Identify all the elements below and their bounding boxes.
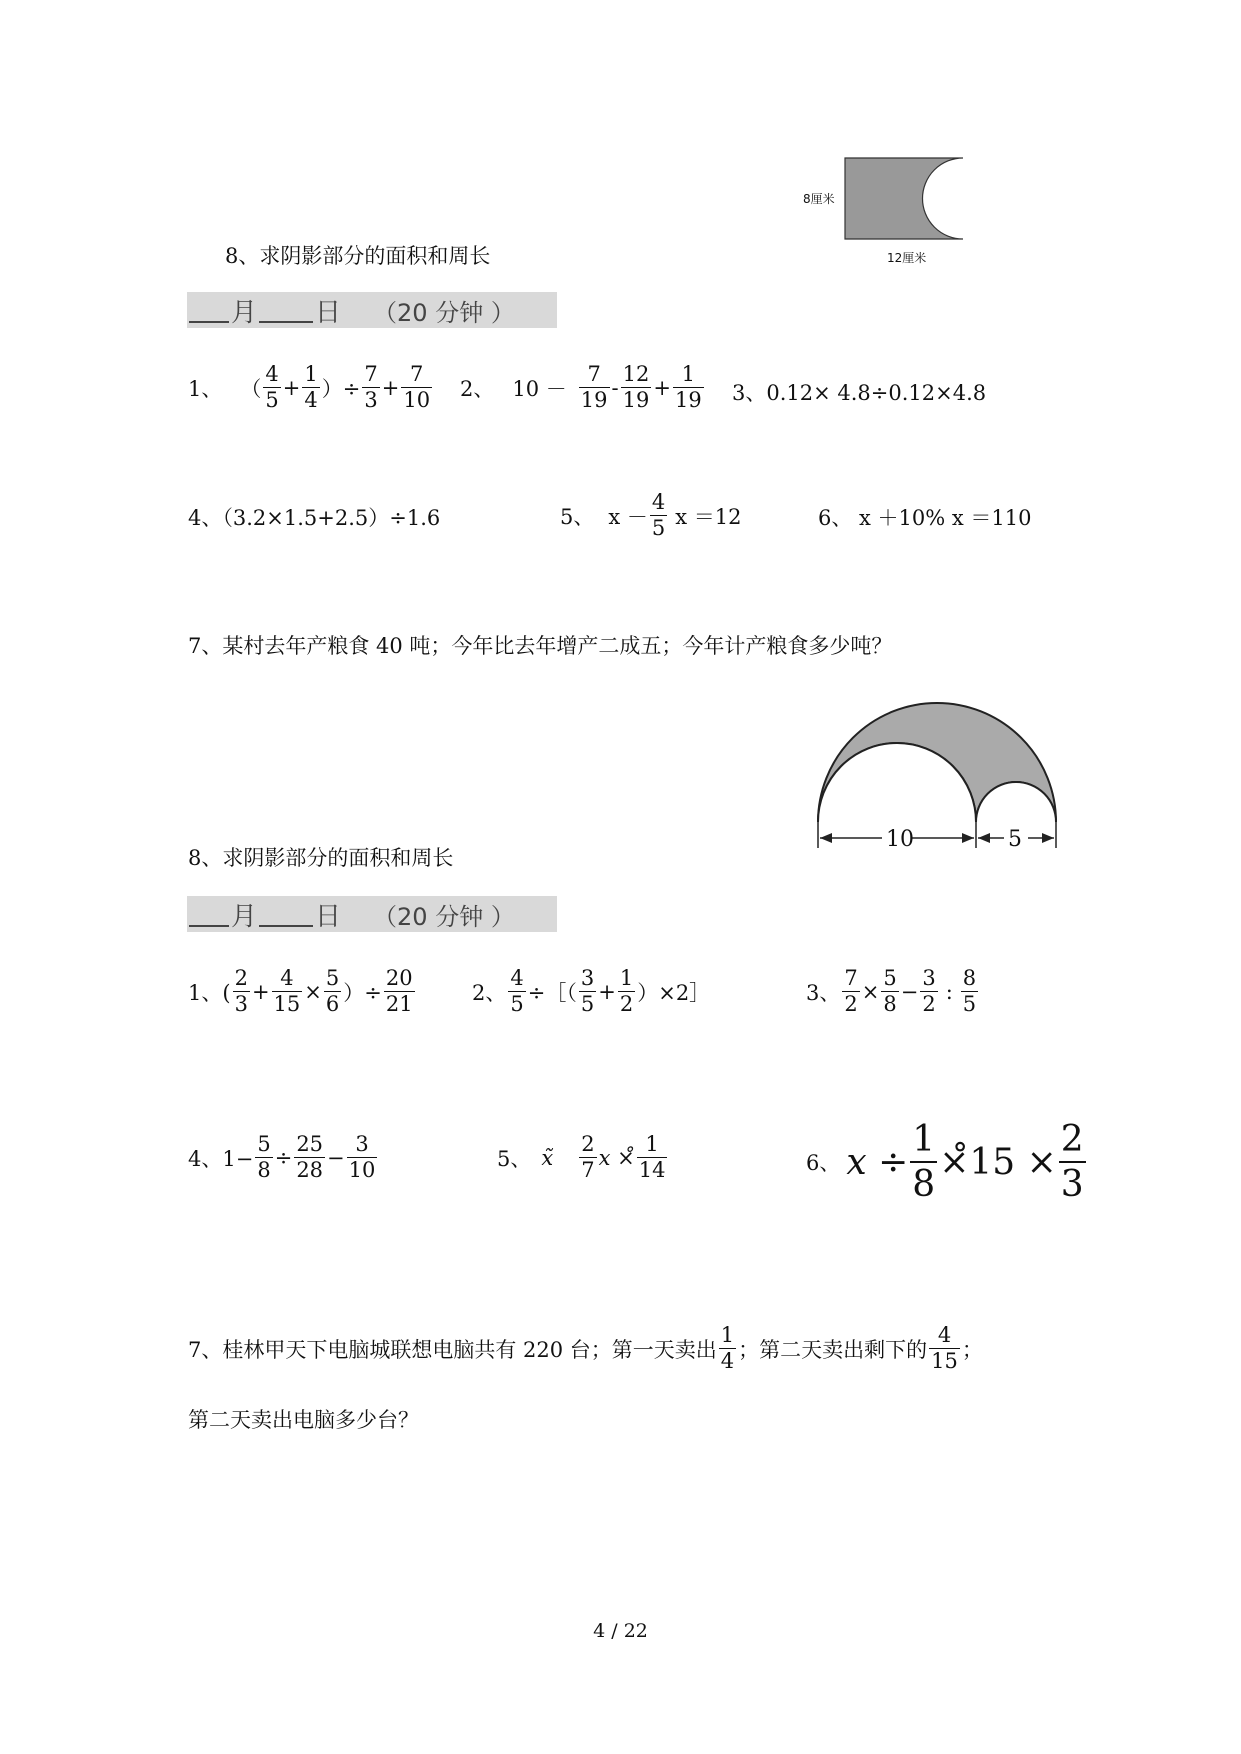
fraction: $\frac{1}{4}$: [720, 1323, 735, 1374]
day-label: 日: [315, 297, 342, 328]
term: 10 －: [512, 376, 567, 401]
day-blank: [259, 901, 313, 927]
duration-label: （20 分钟 ）: [373, 902, 515, 931]
fraction: $\frac{4}{5}$: [510, 966, 524, 1017]
problem-2: [460, 362, 706, 413]
fraction: $\frac{4}{5}$: [265, 362, 279, 413]
term: x －: [608, 504, 648, 529]
problem-index: 1、(: [188, 980, 231, 1005]
fraction: $\frac{2}{7}$: [581, 1132, 595, 1183]
fraction: $\frac{1}{4}$: [304, 362, 318, 413]
month-blank: [189, 901, 229, 927]
question-text: 7、桂林甲天下电脑城联想电脑共有 220 台；第一天卖出: [188, 1337, 717, 1362]
question-2-7-line1: [188, 1323, 983, 1374]
fraction: $\frac{2}{3}$: [1060, 1119, 1084, 1206]
fraction: $\frac{1}{14}$: [638, 1132, 666, 1183]
page-number: 4 / 22: [593, 1620, 648, 1642]
fraction: $\frac{7}{2}$: [844, 966, 858, 1017]
problem-2-6: [806, 1118, 1088, 1206]
dimension-label-5: 5: [1008, 827, 1022, 850]
fraction: $\frac{5}{6}$: [325, 966, 340, 1017]
fraction: $\frac{5}{8}$: [257, 1132, 271, 1183]
fraction: $\frac{1}{19}$: [674, 362, 702, 413]
problem-4: 4、（3.2×1.5+2.5）÷1.6: [188, 506, 441, 530]
problem-index: 2、: [472, 980, 507, 1005]
fraction: $\frac{12}{19}$: [622, 362, 650, 413]
operator: ×: [861, 979, 880, 1004]
fraction: $\frac{4}{5}$: [651, 490, 666, 541]
operator: x ×̊: [598, 1145, 635, 1170]
problem-index: 2、: [460, 376, 495, 401]
problem-2-1: [188, 966, 417, 1017]
problem-1: [188, 362, 434, 413]
question-text: ；第二天卖出剩下的: [738, 1337, 928, 1362]
fraction: $\frac{4}{15}$: [273, 966, 301, 1017]
fraction: $\frac{8}{5}$: [962, 966, 977, 1017]
fraction: $\frac{2}{3}$: [234, 966, 248, 1017]
problem-2-2: [472, 966, 710, 1017]
problem-index: 3、: [806, 980, 841, 1005]
question-text: ；: [961, 1337, 983, 1362]
operator: +: [282, 375, 301, 400]
operator: +: [598, 979, 616, 1004]
problem-2-3: [806, 966, 980, 1017]
fraction: $\frac{5}{8}$: [883, 966, 897, 1017]
date-header: [187, 292, 557, 328]
problem-index: 5、: [497, 1146, 532, 1171]
duration-label: （20 分钟 ）: [373, 298, 515, 327]
problem-6: 6、 x ＋10% x ＝110: [818, 506, 1032, 530]
fraction: $\frac{7}{19}$: [580, 362, 608, 413]
fraction: $\frac{3}{5}$: [580, 966, 595, 1017]
problem-index: 1、: [188, 376, 223, 401]
date-header-2: [187, 896, 557, 932]
variable: x̃: [541, 1145, 554, 1170]
fraction: $\frac{3}{10}$: [348, 1132, 376, 1183]
operator: ÷［（: [527, 980, 577, 1005]
term: x ＝12: [675, 504, 742, 529]
operator: −: [900, 979, 919, 1004]
figure-width-label: 12厘米: [887, 251, 927, 265]
problem-index: 5、: [560, 504, 595, 529]
fraction: $\frac{7}{3}$: [364, 362, 378, 413]
operator: ×̊15 ×: [939, 1141, 1057, 1183]
dimension-label-10: 10: [886, 827, 914, 850]
figure-height-label: 8厘米: [803, 192, 835, 206]
operator: -: [611, 375, 619, 400]
operator: +: [653, 375, 671, 400]
month-label: 月: [231, 297, 258, 328]
fraction: $\frac{7}{10}$: [403, 362, 431, 413]
month-label: 月: [231, 901, 258, 932]
question-8-label-2: 8、求阴影部分的面积和周长: [188, 846, 454, 870]
fraction: $\frac{4}{15}$: [931, 1323, 958, 1374]
operator: ）÷: [321, 376, 361, 401]
operator: −: [327, 1145, 345, 1170]
operator: ）×2］: [637, 980, 711, 1005]
paren: （: [240, 376, 262, 401]
operator: :: [945, 979, 953, 1004]
operator: +: [251, 979, 270, 1004]
question-2-7-line2: 第二天卖出电脑多少台？: [188, 1408, 419, 1432]
fraction: $\frac{25}{28}$: [296, 1132, 324, 1183]
month-blank: [189, 297, 229, 323]
day-label: 日: [315, 901, 342, 932]
problem-2-4: [188, 1132, 379, 1183]
day-blank: [259, 297, 313, 323]
fraction: $\frac{1}{2}$: [619, 966, 634, 1017]
figure-rectangle-semicircle: [795, 150, 975, 270]
problem-2-5: [497, 1132, 669, 1183]
operator: ×: [304, 979, 322, 1004]
problem-index: 6、: [806, 1151, 841, 1176]
problem-3: 3、0.12× 4.8÷0.12×4.8: [732, 381, 987, 405]
question-8-label: 8、求阴影部分的面积和周长: [225, 244, 491, 268]
operator: ）÷: [343, 980, 382, 1005]
term: x ÷: [846, 1141, 909, 1183]
fraction: $\frac{20}{21}$: [385, 966, 413, 1017]
operator: +: [381, 375, 400, 400]
figure-semicircles: [810, 700, 1060, 850]
problem-index: 4、1−: [188, 1146, 254, 1171]
fraction: $\frac{1}{8}$: [912, 1119, 936, 1206]
question-7: 7、某村去年产粮食 40 吨；今年比去年增产二成五；今年计产粮食多少吨？: [188, 634, 893, 658]
problem-5: [560, 490, 742, 541]
fraction: $\frac{3}{2}$: [922, 966, 936, 1017]
operator: ÷: [274, 1145, 293, 1170]
